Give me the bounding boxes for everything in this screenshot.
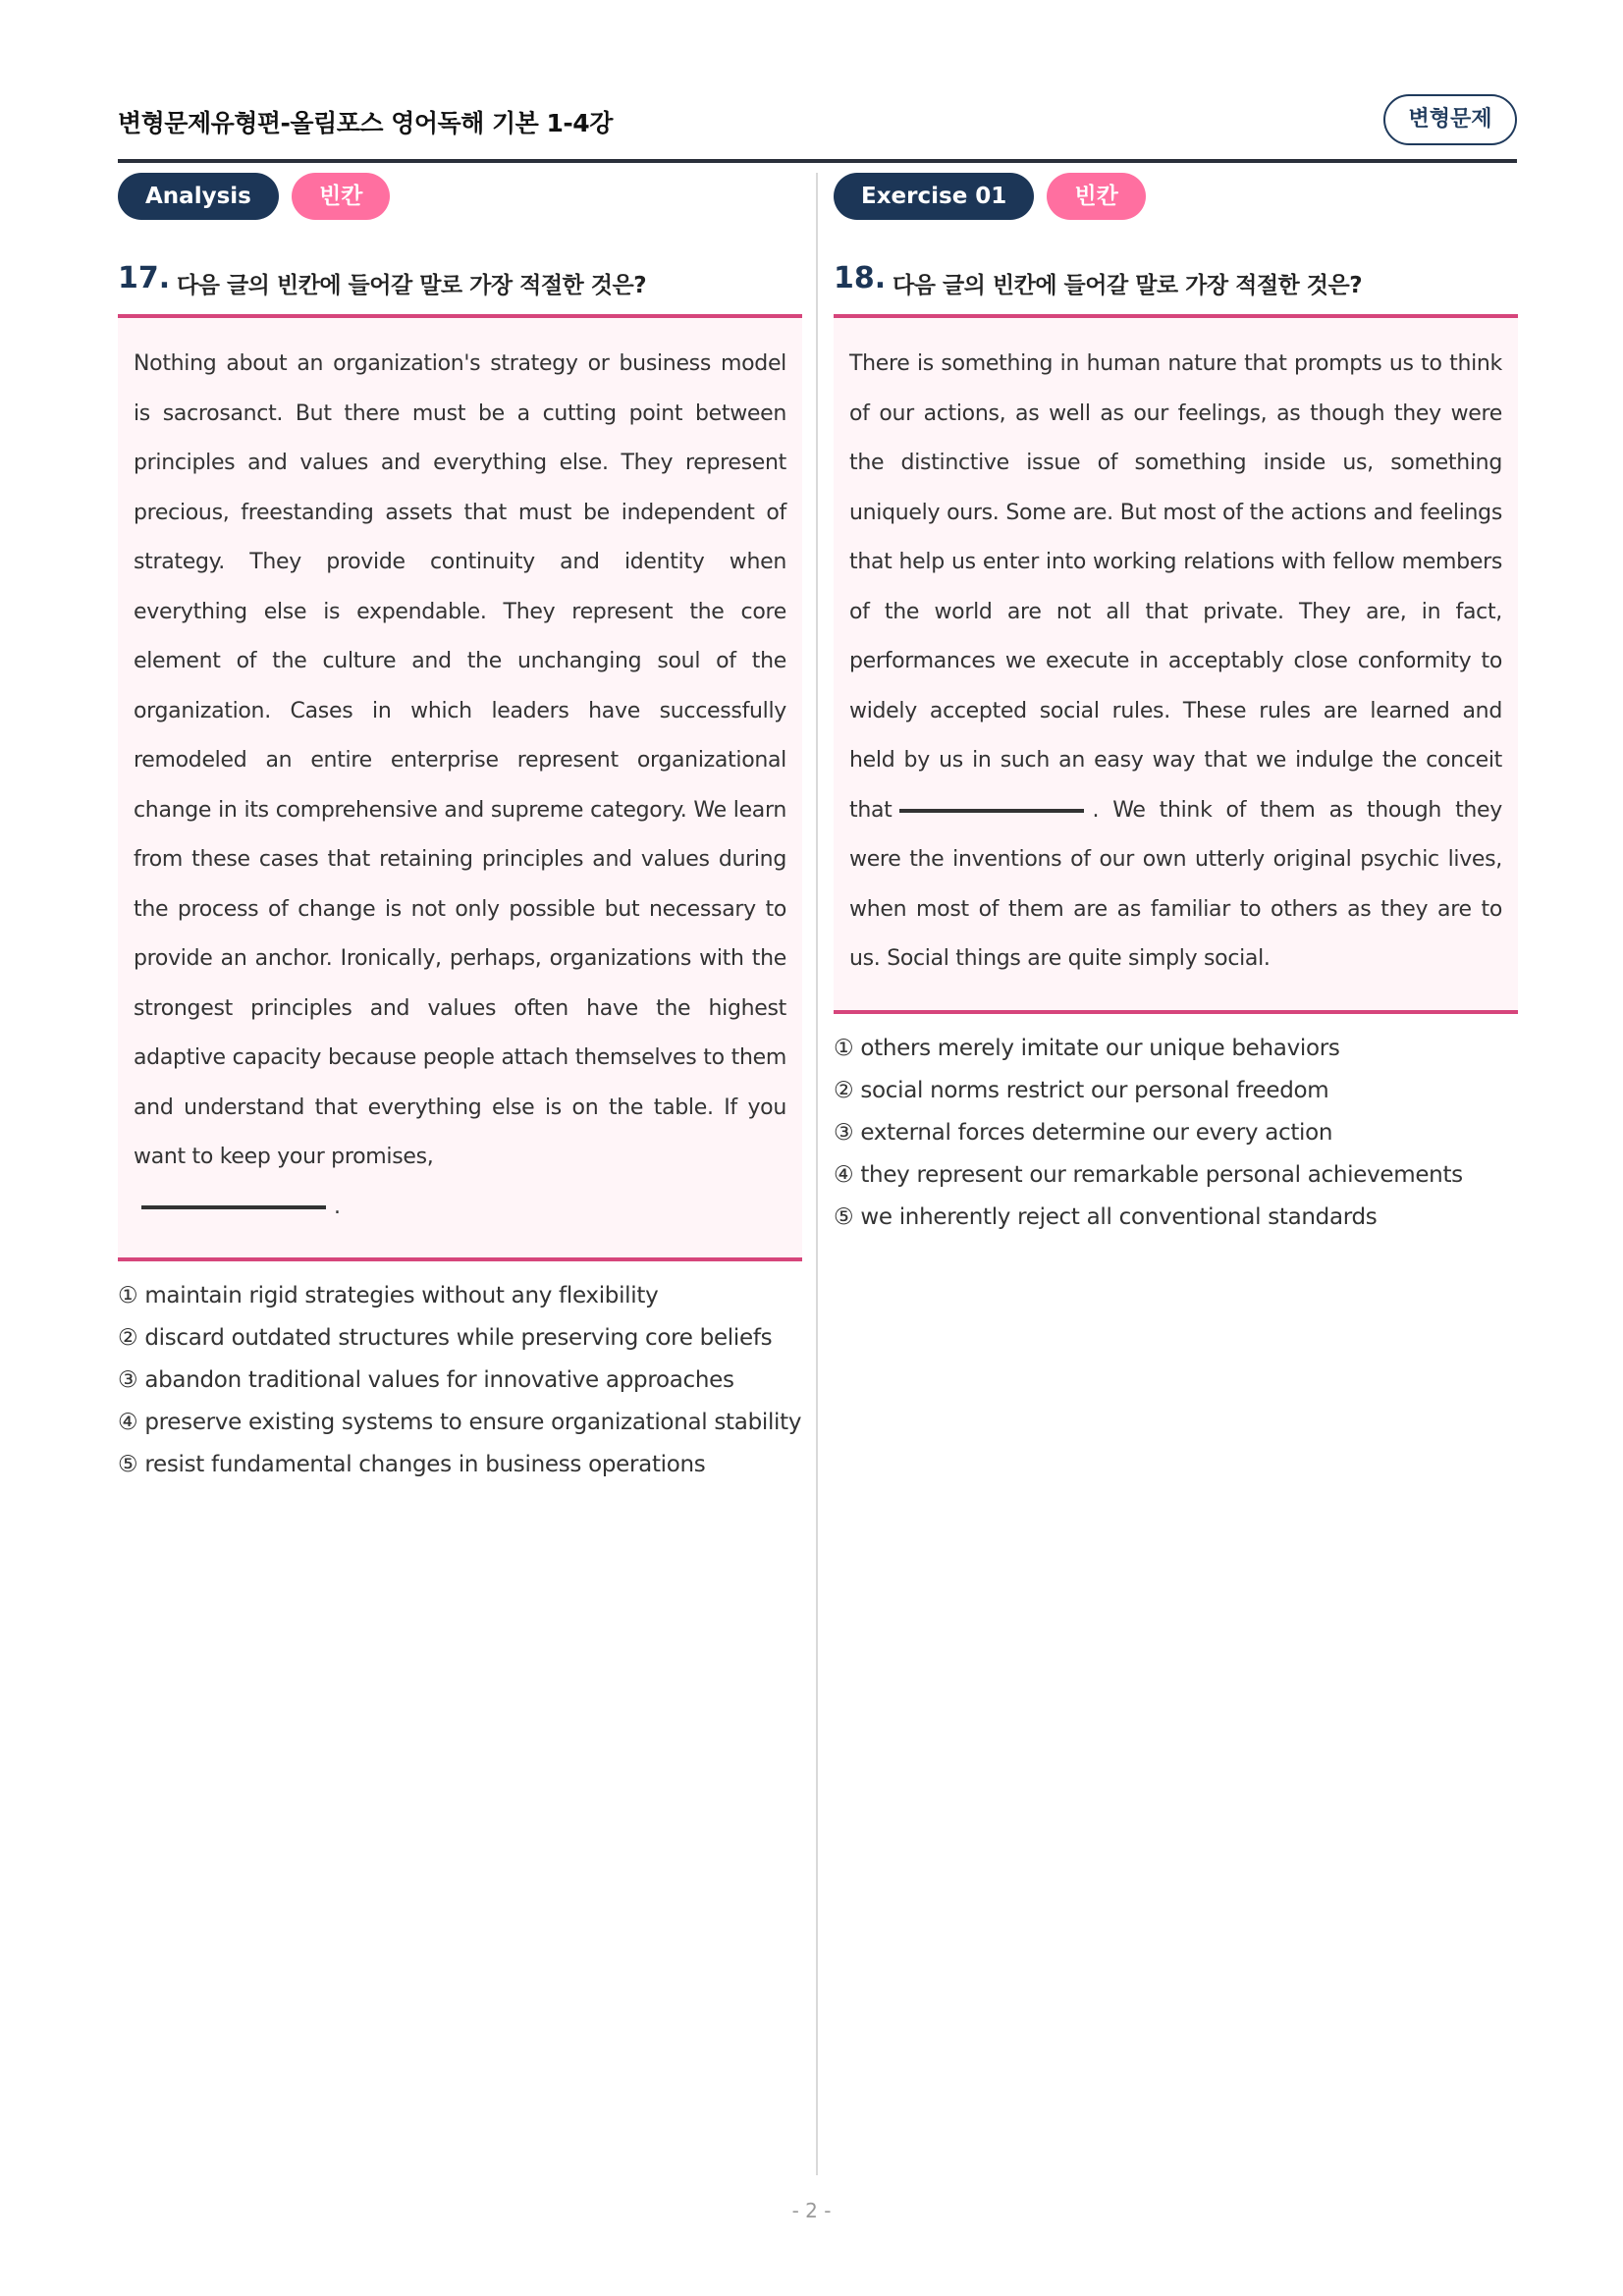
- header-badge: 변형문제: [1383, 94, 1517, 145]
- choice-3[interactable]: ③ external forces determine our every action: [834, 1119, 1333, 1146]
- section-tag: Exercise 01: [834, 173, 1034, 220]
- choice-2[interactable]: ② social norms restrict our personal freedom: [834, 1077, 1329, 1103]
- passage-before-blank: Nothing about an organization's strategy or business model is sacrosanct. But there must be a cutting point between principles and values and everything else. They represent precious, freestanding assets that must be independent of strategy. They provide continuity and identity when everything else is expendable. They represent the core element of the culture and the unchanging soul of the organization. Cases in which leaders have successfully remodeled an entire enterprise represent organizational change in its comprehensive and supreme category. We learn from these cases that retaining principles and values during the process of change is not only possible but necessary to provide an anchor. Ironically, perhaps, organizations with the strongest principles and values often have the highest adaptive capacity because people attach themselves to them and understand that everything else is on the table. If you want to keep your promises,: [134, 351, 786, 1169]
- choice-4[interactable]: ④ they represent our remarkable personal achievements: [834, 1161, 1463, 1188]
- choice-1[interactable]: ① maintain rigid strategies without any flexibility: [118, 1283, 659, 1308]
- column-divider: [816, 173, 818, 2175]
- choice-2[interactable]: ② discard outdated structures while preserving core beliefs: [118, 1325, 773, 1351]
- type-tag: 빈칸: [292, 173, 390, 220]
- passage-box: [834, 314, 1518, 1014]
- passage-box: [118, 314, 802, 1261]
- tag-row: [834, 173, 1518, 222]
- type-tag: 빈칸: [1047, 173, 1145, 220]
- page-header: [118, 94, 1517, 163]
- choice-1[interactable]: ① others merely imitate our unique behaviors: [834, 1035, 1340, 1061]
- question-number: 17.: [118, 261, 171, 295]
- passage-text: [849, 340, 1502, 985]
- choice-4[interactable]: ④ preserve existing systems to ensure organizational stability: [118, 1410, 802, 1435]
- choice-3[interactable]: ③ abandon traditional values for innovative approaches: [118, 1367, 734, 1393]
- tag-row: [118, 173, 802, 222]
- section-tag: Analysis: [118, 173, 279, 220]
- passage-before-blank: There is something in human nature that prompts us to think of our actions, as well as our feelings, as though they were the distinctive issue of something inside us, something uniquely ours. Some are. But most of the actions and feelings that help us enter into working relations with fellow members of the world are not all that private. They are, in fact, performances we execute in acceptably close conformity to widely accepted social rules. These rules are learned and held by us in such an easy way that we indulge the conceit that: [849, 351, 1502, 823]
- page-number: - 2 -: [791, 2199, 832, 2222]
- choice-list: [834, 1028, 1518, 1239]
- answer-blank: [141, 1204, 326, 1209]
- choice-5[interactable]: ⑤ resist fundamental changes in business operations: [118, 1452, 706, 1477]
- answer-blank: [899, 808, 1084, 813]
- question-17-column: [118, 173, 802, 1486]
- question-prompt: 다음 글의 빈칸에 들어갈 말로 가장 적절한 것은?: [177, 273, 647, 298]
- question-prompt: 다음 글의 빈칸에 들어갈 말로 가장 적절한 것은?: [893, 273, 1363, 298]
- passage-after-blank: .: [334, 1194, 341, 1219]
- question-heading: [834, 261, 1518, 300]
- choice-5[interactable]: ⑤ we inherently reject all conventional standards: [834, 1203, 1378, 1230]
- question-18-column: [834, 173, 1518, 1239]
- question-number: 18.: [834, 261, 887, 295]
- passage-text: [134, 340, 786, 1232]
- choice-list: [118, 1275, 802, 1486]
- question-heading: [118, 261, 802, 300]
- document-title: 변형문제유형편-올림포스 영어독해 기본 1-4강: [118, 109, 613, 137]
- passage-after-blank: . We think of them as though they were the inventions of our own utterly original psychic lives, when most of them are as familiar to others as they are to us. Social things are quite simply social.: [849, 797, 1502, 971]
